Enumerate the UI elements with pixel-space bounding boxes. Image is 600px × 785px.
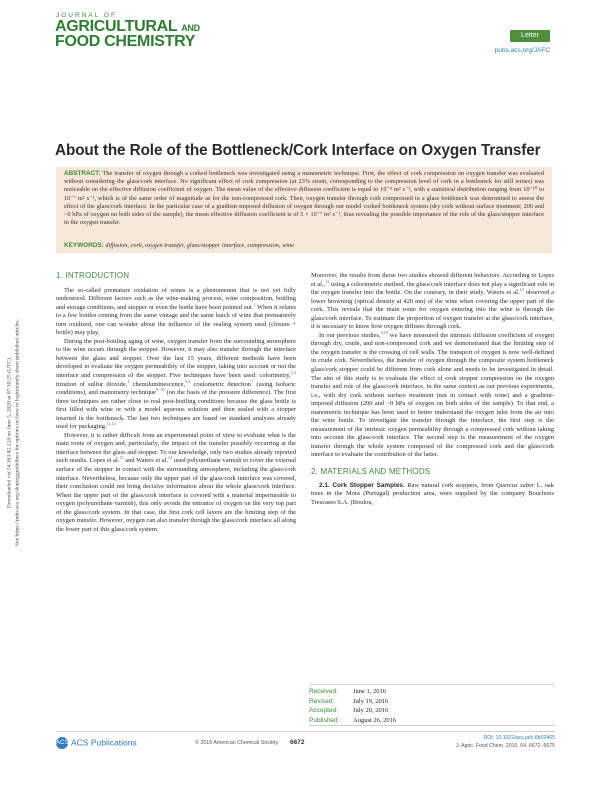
date-published: Published: August 26, 2016 xyxy=(309,716,397,724)
ref-link[interactable]: 1 xyxy=(253,301,256,307)
abstract-body: The transfer of oxygen through a corked bottleneck was investigated using a manometric technique. First, the effect of cork compression on oxygen transfer was evaluated without considering the glass/cork interface. No significant effect of cork compression (at 23% strain, corresponding to the compression level of cork in a bottleneck for still wines) was noticeable on the effective diffusion coefficient of oxygen. The mean value of the effective diffusion coefficient is equal to 10⁻⁹ m² s⁻¹, with a statistical distribution ranging from 10⁻¹⁰ to 10⁻⁷ m² s⁻¹, which is of the same order of magnitude as for the non-compressed cork. Then, oxygen transfer through cork compressed in a glass bottleneck was determined to assess the effect of the glass/cork interface. In the particular case of a gradient-imposed diffusion of oxygen through our model corked bottleneck system (dry cork without surface treatment; 200 and ~0 hPa of oxygen on both sides of the sample), the mean effective diffusion coefficient is of 5 × 10⁻⁷ m² s⁻¹, thus revealing the possible importance of the role of the glass/stopper interface in the oxygen transfer. xyxy=(64,170,544,227)
journal-line1: AGRICULTURAL xyxy=(55,18,178,35)
journal-line2: FOOD CHEMISTRY xyxy=(55,33,196,50)
intro-paragraph-2: During the post-bottling aging of wine, oxygen transfer from the surrounding atmosphere to the wine occurs through the stopper. However, it may also transfer through the interface between the glass and stopper. Over the last 15 years, different methods have been developed to evaluate the oxygen permeability of the stopper, taking into account or not the interface and compression of the stopper. Five techniques have been used: colorimetry,$^{2,3}$ titration of sulfur dioxide,$^4$ chemiluminescence,$^{5,6}$ coulometric detection$^7$ (using isobaric conditions), and manometry technique$^{8-10}$ (on the basis of the pressure difference). The first three techniques are rather close to real post-bottling conditions because the glass bottle is first filled with wine or with a model aqueous solution and then sealed with a stopper inserted in the bottleneck. The last two techniques are based on standard analyses already used for packaging.$^{11,12}$ xyxy=(56,337,297,431)
subsection-heading: 2.1. Cork Stopper Samples. xyxy=(319,481,405,489)
ref-link[interactable]: 11,12 xyxy=(106,421,116,427)
right-column xyxy=(311,272,554,507)
article-type-badge: Letter xyxy=(510,30,550,42)
page-number: 6672 xyxy=(290,739,305,746)
date-revised: Revised: July 19, 2016 xyxy=(309,697,389,705)
journal-site-link[interactable]: pubs.acs.org/JAFC xyxy=(494,47,550,54)
abstract-label: ABSTRACT: xyxy=(64,170,101,177)
journal-logo xyxy=(55,20,200,49)
side-note-line2[interactable]: See https://pubs.acs.org/sharingguidelines for options on how to legitimately share published articles. xyxy=(14,319,20,546)
ref-link[interactable]: 4 xyxy=(127,378,130,384)
right-paragraph-1: Moreover, the results from those two studies showed different behaviors. According to Lopes et al.,$^{13}$ using a colorimetric method, the glass/cork interface does not play a significant role in the oxygen transfer into the bottle. On the contrary, in their study, Waters et al.$^{14}$ observed a lower browning (optical density at 420 nm) of the wine when covering the upper part of the cork. This reveals that the main route for oxygen entering into the wine is through the glass/cork interface. To estimate the proportion of oxygen transfer at the glass/cork interface, it is necessary to know how oxygen diffuses through cork. xyxy=(311,272,555,331)
footer-divider xyxy=(56,731,555,732)
keywords-label: KEYWORDS: xyxy=(64,242,104,249)
journal-overline: JOURNAL OF xyxy=(56,12,117,19)
copyright: © 2016 American Chemical Society xyxy=(195,740,279,746)
ref-link[interactable]: 2,3 xyxy=(290,369,296,375)
keywords-list: diffusion, cork, oxygen transfer, glass/stopper interface, compression, wine xyxy=(105,242,294,249)
acs-publications-logo[interactable] xyxy=(56,737,137,749)
methods-heading: 2. MATERIALS AND METHODS xyxy=(311,467,431,477)
date-received: Received: June 1, 2016 xyxy=(309,688,387,695)
ref-link[interactable]: 14 xyxy=(168,455,173,461)
acs-logo-icon: ACS xyxy=(56,737,68,749)
keywords xyxy=(64,242,544,250)
abstract xyxy=(64,170,544,227)
date-accepted: Accepted: July 20, 2016 xyxy=(309,707,389,714)
journal-and: AND xyxy=(181,23,200,33)
ref-link[interactable]: 7 xyxy=(251,378,254,384)
download-side-note xyxy=(7,263,22,603)
doi-link[interactable]: DOI: 10.1021/acs.jafc.6b02465 xyxy=(483,735,555,741)
ref-link[interactable]: 14 xyxy=(519,286,524,292)
right-paragraph-2: In our previous studies,$^{9,10}$ we have measured the intrinsic diffusion coefficient of oxygen through dry, crude, and non-compressed cork and we demonstrated that the limiting step of the oxygen transfer is the crossing of cell walls. The transport of oxygen is now well-defined in crude cork. Nevertheless, the transfer of oxygen through the composite system bottleneck glass/cork stopper could be different from cork alone and needs to be investigated in detail. The aim of this study is to evaluate the effect of cork stopper compression on the oxygen transfer and role of the glass/cork interface, in the same context as our previous experiments, i.e., with dry cork without surface treatment (not in contact with wine) and a gradient-imposed diffusion (200 and ~0 hPa of oxygen on both sides of the sample). To that end, a manometric technique has been used to better understand the oxygen inlet from the air into the wine bottle. To investigate the transfer through the interface, the first step is the measurement of the intrinsic oxygen permeability through a compressed cork without taking into account the glass/cork interface. The second step is the measurement of the oxygen transfer through the whole system composed of the compressed cork and the glass/cork interface to evaluate the contribution of the latter. xyxy=(311,329,554,459)
ref-link[interactable]: 9,10 xyxy=(380,329,388,335)
methods-paragraph-1: 2.1. Cork Stopper Samples. Raw natural cork stoppers, from Quercus suber L. oak trees in the Mora (Portugal) production area, were supplied by the company Bouchons Trescases S.A. (Boulou, xyxy=(311,481,554,506)
citation: J. Agric. Food Chem. 2016, 64, 6672−6675 xyxy=(455,743,555,749)
article-dates xyxy=(309,684,555,726)
intro-heading: 1. INTRODUCTION xyxy=(56,271,130,280)
acs-logo-text: ACS Publications xyxy=(71,737,137,748)
article-title: About the Role of the Bottleneck/Cork Interface on Oxygen Transfer xyxy=(55,142,541,159)
ref-link[interactable]: 8−10 xyxy=(156,386,165,392)
ref-link[interactable]: 13 xyxy=(119,455,124,461)
ref-link[interactable]: 13 xyxy=(325,278,330,284)
side-note-line1: Downloaded via 54.163.42.124 on June 5, 2020 at 07:10:25 (UTC). xyxy=(6,356,13,509)
intro-paragraph-3: However, it is rather difficult from an experimental point of view to evaluate what is the main route of oxygen and, particularly, the impact of the transfer possibly occurring at the interface between the glass and stopper. To our knowledge, only two studies already reported such results. Lopes et al.$^{13}$ and Waters et al.$^{14}$ used polyurethane varnish to cover the external surface of the stopper in contact with the surrounding atmosphere, including the glass/cork interface. Nevertheless, because only the upper part of the glass/cork interface was covered, their conclusion could not bring decisive information about the whole glass/cork interface. When the upper part of the glass/cork interface is covered with a material impermeable to oxygen (polyurethane varnish), this only avoids the entrance of oxygen on the very top part of the glass/cork system. In that case, the first cork cell layers are the limiting step of the oxygen transfer. However, oxygen can also transfer through the glass/cork interface all along the lower part of this glass/cork system. xyxy=(56,431,296,533)
ref-link[interactable]: 5,6 xyxy=(185,378,191,384)
left-column xyxy=(56,272,296,534)
intro-paragraph-1: The so-called premature oxidation of wines is a phenomenon that is not yet fully understood. Different factors such as the wine-making process, wine composition, bottling and storage conditions, and stopper or even the bottle have been pointed out.$^1$ When it relates to a few bottles coming from the same vintage and the same batch of wine that prematurely turn oxidized, one can wonder about the influence of the sealing system used (closure + bottle) may play. xyxy=(56,286,296,337)
